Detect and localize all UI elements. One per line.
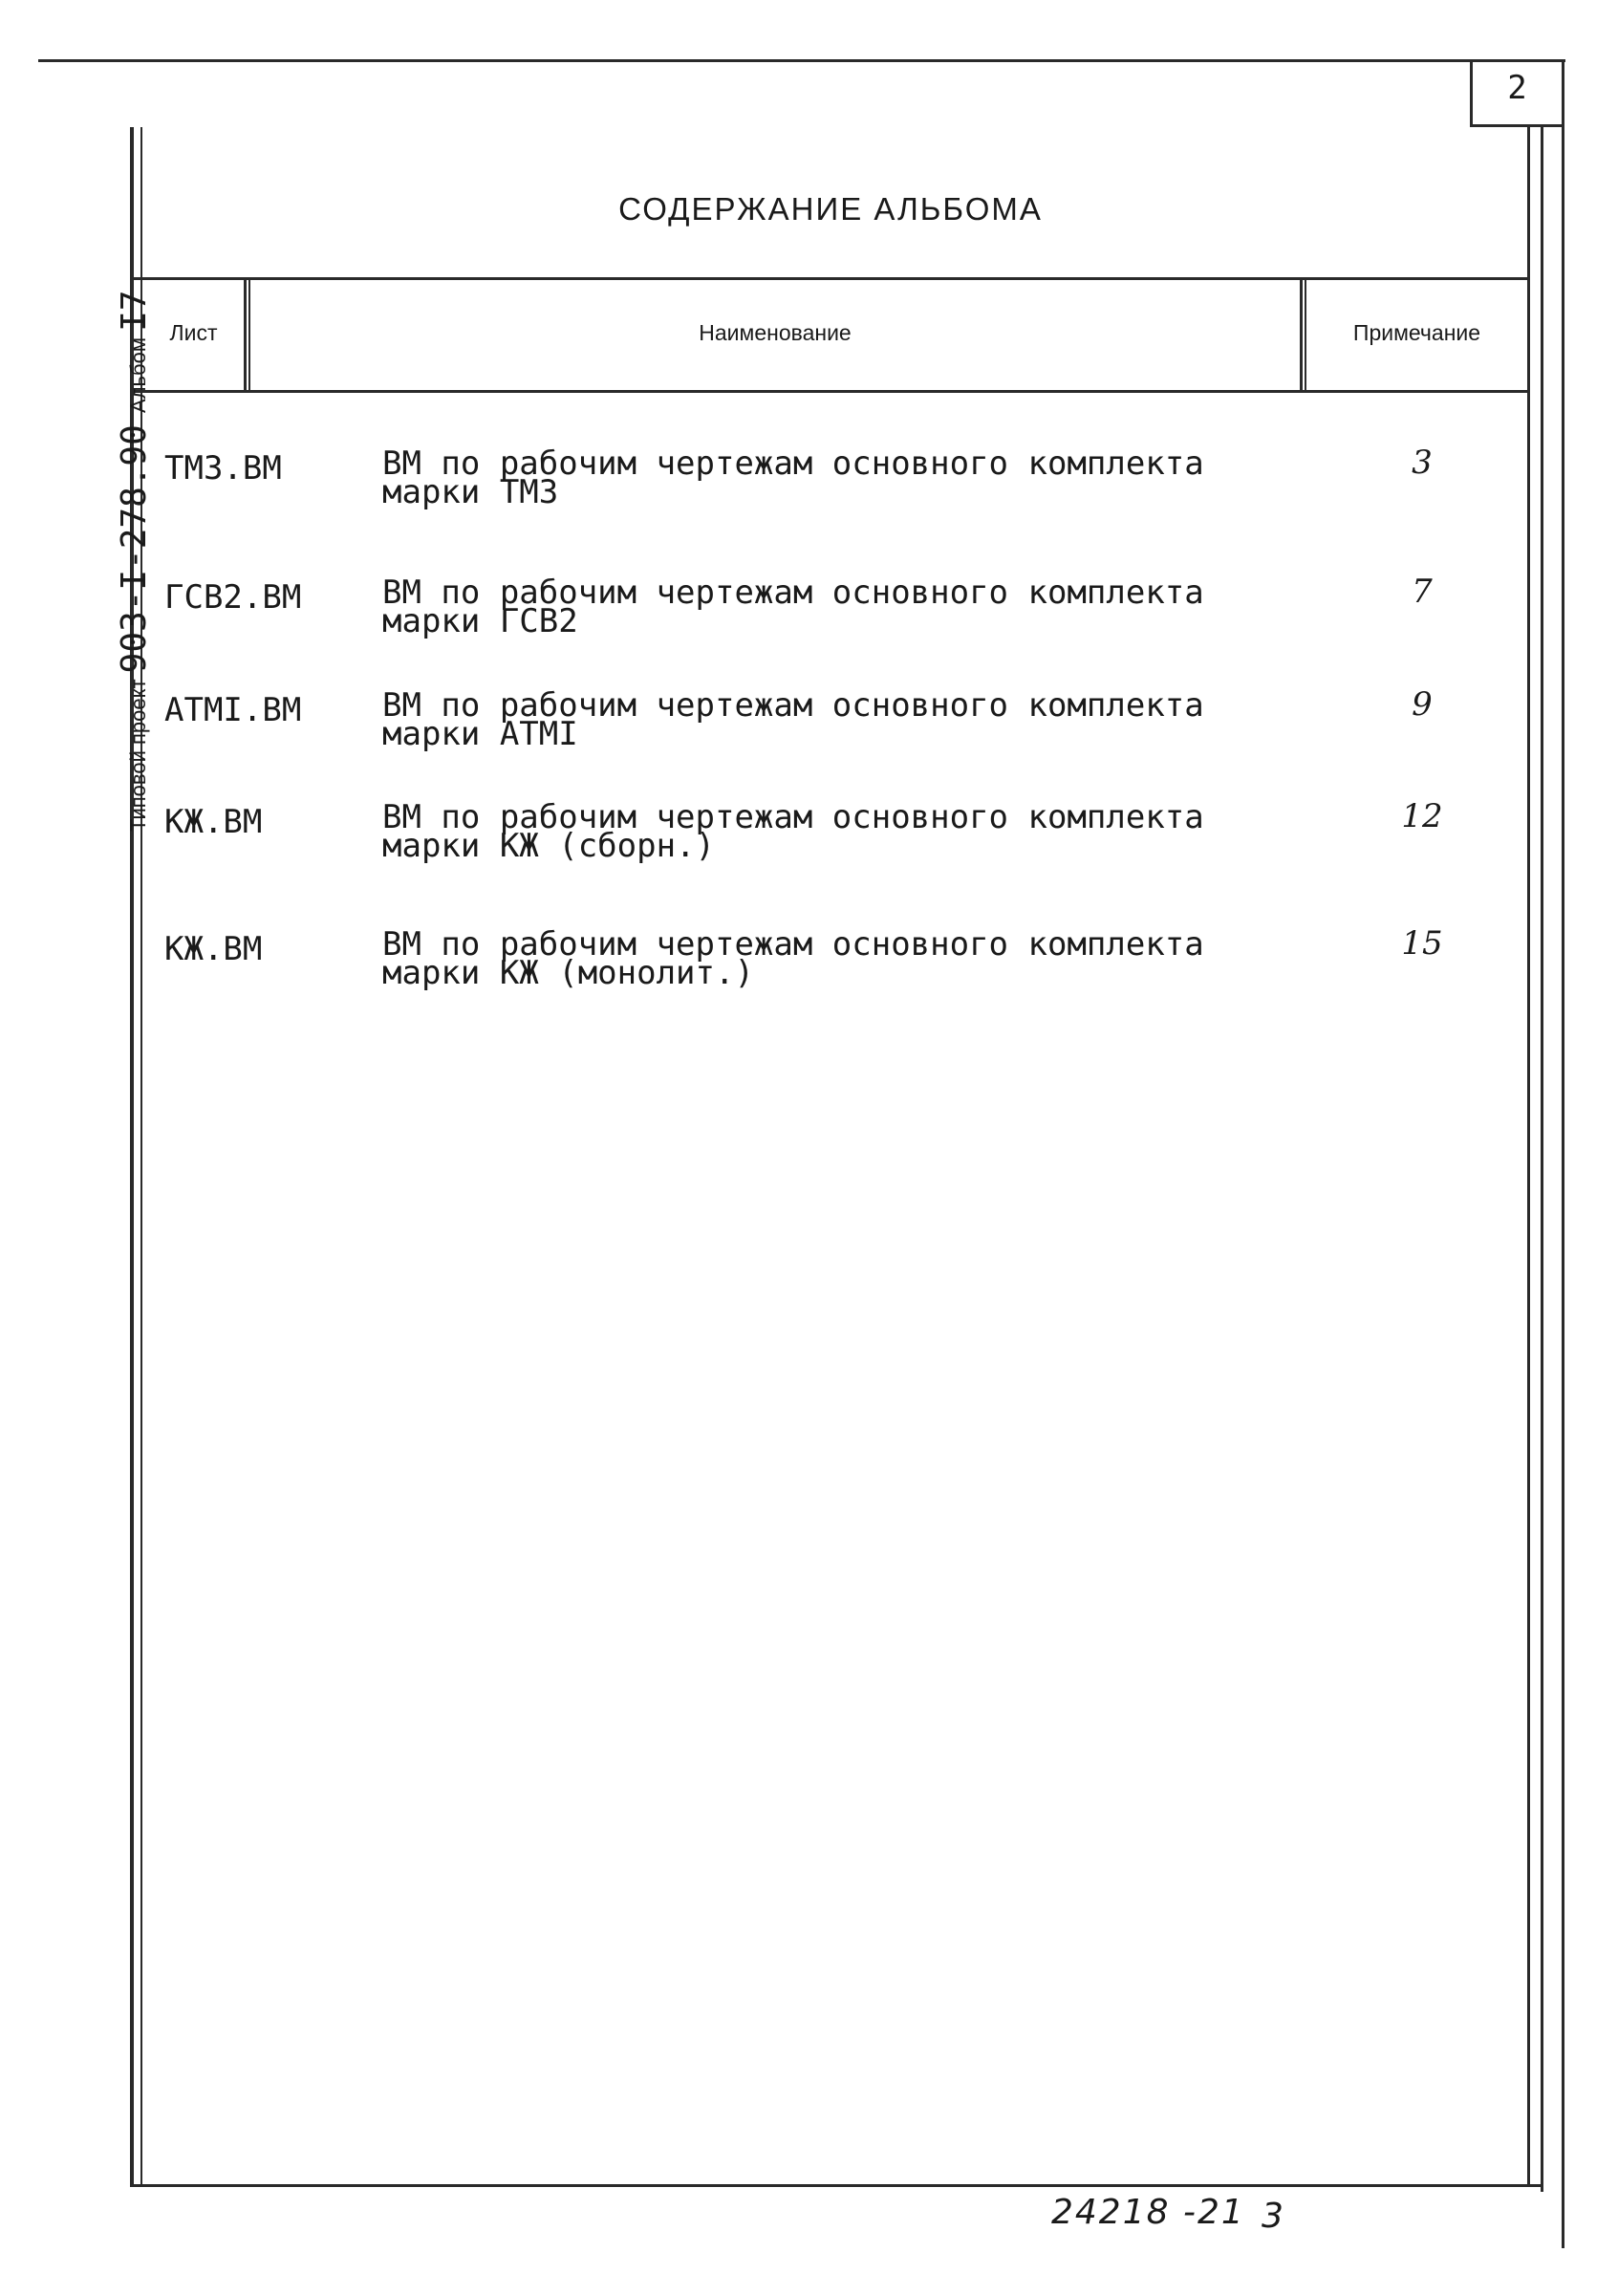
table-row	[0, 797, 1618, 908]
row-sheet: ГСВ2.ВМ	[164, 578, 302, 617]
row-sheet: КЖ.ВМ	[164, 930, 263, 968]
frame-right-border	[1527, 127, 1530, 2187]
table-row	[0, 685, 1618, 796]
column-header-sheet: Лист	[169, 320, 218, 345]
column-divider-note	[1300, 277, 1303, 393]
row-name	[382, 574, 1242, 640]
top-rule	[38, 59, 1565, 62]
row-sheet: ТМЗ.ВМ	[164, 449, 282, 487]
row-name-line2: марки ГСВ2	[382, 602, 578, 640]
row-note: 15	[1401, 924, 1443, 963]
page-number: 2	[1507, 69, 1527, 107]
page-number-box-bottom	[1470, 124, 1564, 127]
frame-right-outer-border	[1541, 127, 1543, 2192]
row-name	[382, 925, 1242, 992]
table-row	[0, 573, 1618, 683]
header-rule	[130, 390, 1530, 393]
row-name-line1: ВМ по рабочим чертежам основного комплекта	[382, 798, 1204, 836]
row-sheet: АТМI.ВМ	[164, 691, 302, 729]
row-name-line1: ВМ по рабочим чертежам основного комплекта	[382, 574, 1204, 612]
column-header-name: Наименование	[699, 320, 852, 345]
column-header-note: Примечание	[1352, 320, 1481, 345]
row-name-line2: марки КЖ (сборн.)	[382, 827, 715, 865]
column-divider-sheet	[244, 277, 247, 393]
row-name-line1: ВМ по рабочим чертежам основного комплекта	[382, 686, 1204, 725]
outer-right-border	[1562, 59, 1564, 2248]
row-name-line2: марки АТМI	[382, 715, 578, 753]
row-note: 7	[1412, 573, 1433, 611]
row-sheet: КЖ.ВМ	[164, 803, 263, 841]
footer-archive-code: 24218 -21	[1051, 2193, 1245, 2232]
table-row	[0, 444, 1618, 554]
page-title: СОДЕРЖАНИЕ АЛЬБОМА	[618, 191, 1043, 227]
row-note: 3	[1412, 444, 1433, 482]
row-note: 12	[1401, 797, 1443, 835]
side-stamp-album-label: Альбом	[126, 337, 150, 413]
row-name-line2: марки КЖ (монолит.)	[382, 954, 754, 992]
table-row	[0, 924, 1618, 1035]
row-name	[382, 798, 1242, 865]
title-rule	[130, 277, 1530, 280]
side-stamp-album-number: I7	[115, 290, 154, 332]
row-name-line1: ВМ по рабочим чертежам основного комплекта	[382, 444, 1204, 483]
side-stamp-project-code: 903-I-278.90	[115, 424, 154, 674]
row-note: 9	[1412, 685, 1433, 724]
footer-sheet-number: 3	[1262, 2197, 1284, 2236]
row-name	[382, 686, 1242, 753]
row-name	[382, 444, 1242, 511]
row-name-line2: марки ТМЗ	[382, 473, 559, 511]
row-name-line1: ВМ по рабочим чертежам основного комплекта	[382, 925, 1204, 964]
side-stamp-project-label: Типовой проект	[126, 679, 150, 832]
frame-bottom-border	[130, 2184, 1543, 2187]
